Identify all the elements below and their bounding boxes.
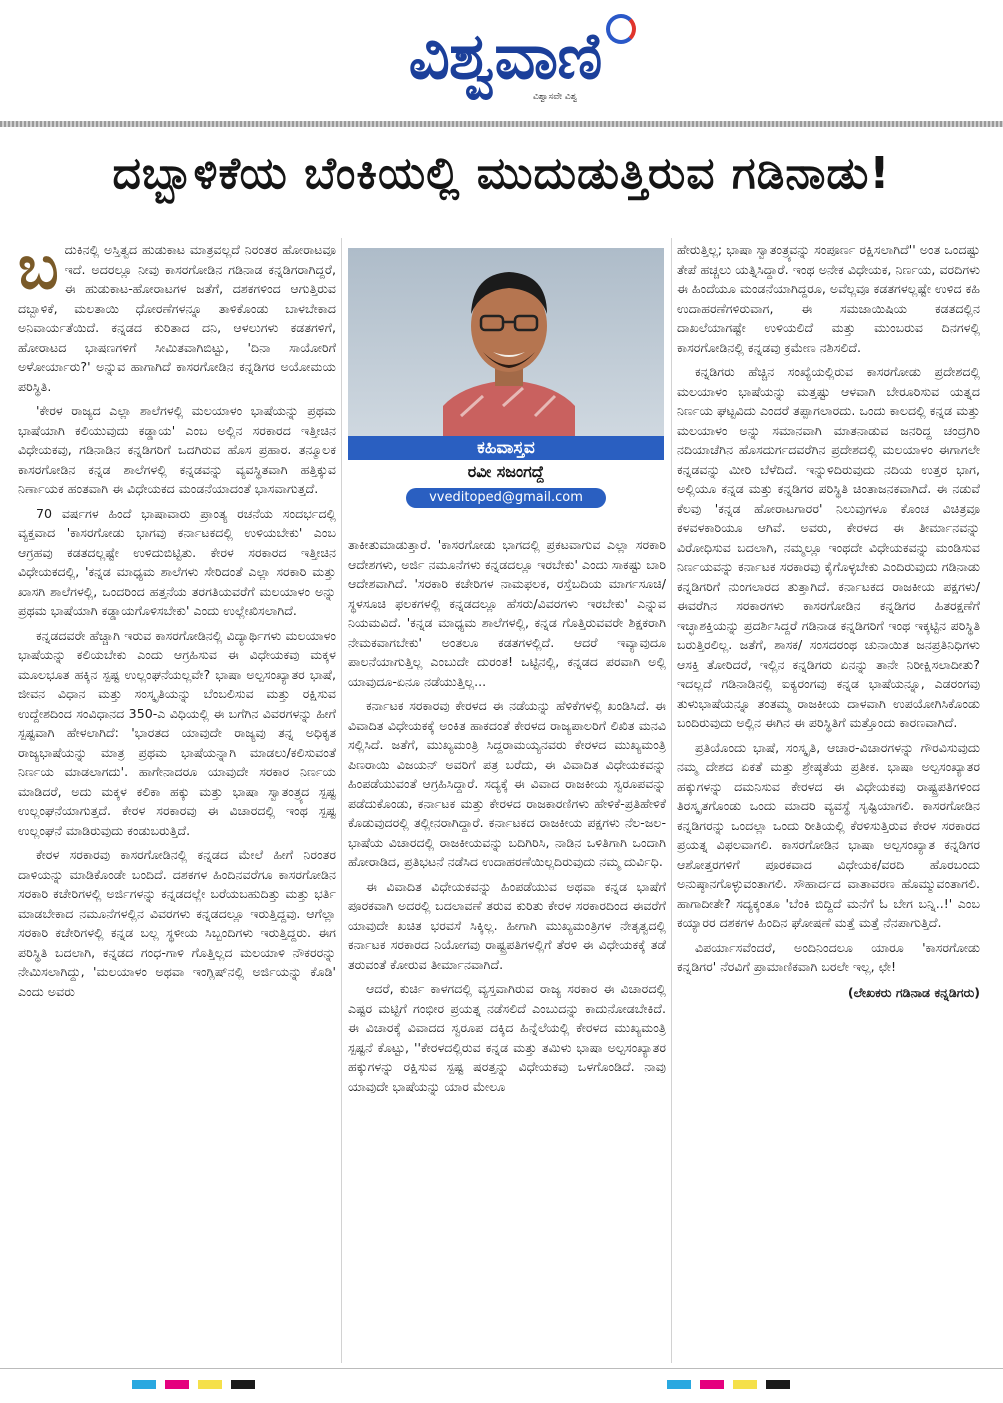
yellow-swatch [733,1380,757,1389]
logo-wordmark: ವಿಶ್ವವಾಣಿ [408,20,602,94]
paragraph: 'ಕೇರಳ ರಾಜ್ಯದ ಎಲ್ಲಾ ಶಾಲೆಗಳಲ್ಲಿ ಮಲಯಾಳಂ ಭಾಷೆಯನ್ನು ಪ್ರಥಮ ಭಾಷೆಯಾಗಿ ಕಲಿಯುವುದು ಕಡ್ಡಾಯ' ಎಂಬ ಅಲ್ಲಿನ ಸರಕಾರದ ಇತ್ತೀಚಿನ ವಿಧೇಯಕವು, ಗಡಿನಾಡಿನ ಕನ್ನಡಿಗರಿಗೆ ಒದಗಿರುವ ಹೊಸ ಪ್ರಹಾರ. ತನ್ಮೂಲಕ ಕಾಸರಗೋಡಿನ ಕನ್ನಡ ಶಾಲೆಗಳಲ್ಲಿ ಕನ್ನಡವನ್ನು ವ್ಯವಸ್ಥಿತವಾಗಿ ಹತ್ತಿಕ್ಕುವ ನಿರ್ಣಾಯಕ ಹಂತವಾಗಿ ಈ ವಿಧೇಯಕದ ಮಂಡನೆಯಾದಂತೆ ಭಾಸವಾಗುತ್ತದೆ. [18,403,336,496]
article-column-1 [18,240,336,1360]
paragraph: ದುಕಿನಲ್ಲಿ ಅಸ್ತಿತ್ವದ ಹುಡುಕಾಟ ಮಾತ್ರವಲ್ಲದೆ ನಿರಂತರ ಹೋರಾಟವೂ ಇದೆ. ಅದರಲ್ಲೂ ನೀವು ಕಾಸರಗೋಡಿನ ಗಡಿನಾಡ ಕನ್ನಡಿಗರಾಗಿದ್ದರೆ, ಈ ಹುಡುಕಾಟ-ಹೋರಾಟಗಳ ಜತೆಗೆ, ದಶಕಗಳಿಂದ ಆಗುತ್ತಿರುವ ದಬ್ಬಾಳಿಕೆ, ಮಲತಾಯಿ ಧೋರಣೆಗಳನ್ನೂ ತಾಳಿಕೊಂಡು ಬಾಳಬೇಕಾದ ಅನಿವಾರ್ಯತೆಯಿದೆ. ಕನ್ನಡದ ಕುರಿತಾದ ದನಿ, ಆಳಲುಗಳು ಕಡತಗಳಿಗೆ, ಹೋರಾಟದ ಭಾಷಣಗಳಿಗೆ ಸೀಮಿತವಾಗಿಬಿಟ್ಟು, 'ದಿನಾ ಸಾಯೋರಿಗೆ ಅಳೋರ್ಯಾರು?' ಅನ್ನುವ ಹಾಗಾಗಿದೆ ಕಾಸರಗೋಡಿನ ಕನ್ನಡಿಗರ ಅಯೋಮಯ ಪರಿಸ್ಥಿತಿ. [18,242,336,394]
black-swatch [766,1380,790,1389]
color-registration-left [132,1380,255,1390]
drop-cap: ಬ [18,240,59,303]
author-signoff: (ಲೇಖಕರು ಗಡಿನಾಡ ಕನ್ನಡಿಗರು) [847,984,980,1000]
article-column-3 [677,240,980,1360]
paragraph: ಕರ್ನಾಟಕ ಸರಕಾರವು ಕೇರಳದ ಈ ನಡೆಯನ್ನು ಹೆಳಿಕೆಗಳಲ್ಲಿ ಖಂಡಿಸಿದೆ. ಈ ವಿವಾದಿತ ವಿಧೇಯಕಕ್ಕೆ ಅಂಕಿತ ಹಾಕದಂತೆ ಕೇರಳದ ರಾಜ್ಯಪಾಲರಿಗೆ ಲಿಖಿತ ಮನವಿ ಸಲ್ಲಿಸಿದೆ. ಜತೆಗೆ, ಮುಖ್ಯಮಂತ್ರಿ ಸಿದ್ದರಾಮಯ್ಯನವರು ಕೇರಳದ ಮುಖ್ಯಮಂತ್ರಿ ಪಿಣರಾಯಿ ವಿಜಯನ್ ಅವರಿಗೆ ಪತ್ರ ಬರೆದು, ಈ ವಿವಾದಿತ ವಿಧೇಯಕವನ್ನು ಹಿಂಪಡೆಯುವಂತೆ ಆಗ್ರಹಿಸಿದ್ದಾರೆ. ಸದ್ಯಕ್ಕೆ ಈ ವಿವಾದ ರಾಜಕೀಯ ಸ್ವರೂಪವನ್ನು ಪಡೆದುಕೊಂಡು, ಕರ್ನಾಟಕ ಮತ್ತು ಕೇರಳದ ರಾಜಕಾರಣಿಗಳು ಹೇಳಿಕೆ-ಪ್ರತಿಹೇಳಿಕೆ ಕೊಡುವುದರಲ್ಲಿ ತಲ್ಲೀನರಾಗಿದ್ದಾರೆ. ಕರ್ನಾಟಕದ ರಾಜಕೀಯ ಪಕ್ಷಗಳು ನೆಲ-ಜಲ-ಭಾಷೆಯ ವಿಚಾರದಲ್ಲಿ ರಾಜಕೀಯವನ್ನು ಬದಿಗಿರಿಸಿ, ನಾಡಿನ ಒಳಿತಿಗಾಗಿ ಒಂದಾಗಿ ಹೋರಾಡಿದ, ಪ್ರತಿಭಟನೆ ನಡೆಸಿದ ಉದಾಹರಣೆಯಿಲ್ಲದಿರುವುದು ನಮ್ಮ ದುರ್ವಿಧಿ. [348,698,666,869]
column-divider [671,238,672,1363]
author-email[interactable]: vveditoped@gmail.com [406,488,606,508]
magenta-swatch [700,1380,724,1389]
cyan-swatch [132,1380,156,1389]
masthead-divider [0,121,1003,127]
paragraph: ಕನ್ನಡಿಗರು ಹೆಚ್ಚಿನ ಸಂಖ್ಯೆಯಲ್ಲಿರುವ ಕಾಸರಗೋಡು ಪ್ರದೇಶದಲ್ಲಿ ಮಲಯಾಳಂ ಭಾಷೆಯನ್ನು ಮತ್ತಷ್ಟು ಆಳವಾಗಿ ಬೇರೂರಿಸುವ ಯತ್ನದ ನಿರ್ಣಯ ಘಟ್ಟವಿದು ಎಂದರೆ ತಪ್ಪಾಗಲಾರದು. ಒಂದು ಕಾಲದಲ್ಲಿ ಕನ್ನಡ ಮತ್ತು ಮಲಯಾಳಂ ಅನ್ನು ಸಮಾನವಾಗಿ ಮಾತನಾಡುವ ಜನರಿದ್ದ ಚಂದ್ರಗಿರಿ ನದಿಯಾಚೆಗಿನ ಹೊಸದುರ್ಗದವರೆಗಿನ ಪ್ರದೇಶದಲ್ಲಿ ಮಲಯಾಳಂ ಈಗಾಗಲೇ ಕನ್ನಡವನ್ನು ಮೀರಿ ಬೆಳೆದಿದೆ. ಇನ್ನುಳಿದಿರುವುದು ನದಿಯ ಉತ್ತರ ಭಾಗ, ಅಲ್ಲಿಯೂ ಕನ್ನಡ ಮತ್ತು ಕನ್ನಡಿಗರ ಪರಿಸ್ಥಿತಿ ಚಿಂತಾಜನಕವಾಗಿದೆ. ಈ ನಡುವೆ ಕೆಲವು 'ಕನ್ನಡ ಹೋರಾಟಗಾರರ' ನಿಲುವುಗಳೂ ಕೊಂಚ ವಿಚಿತ್ರವೂ ಕಳವಳಕಾರಿಯೂ ಆಗಿವೆ. ಅವರು, ಕೇರಳದ ಈ ತೀರ್ಮಾನವನ್ನು ವಿರೋಧಿಸುವ ಬದಲಾಗಿ, ನಮ್ಮಲ್ಲೂ ಇಂಥದೇ ವಿಧೇಯಕವನ್ನು ಮಂಡಿಸುವ ನಿರ್ಣಯವನ್ನು ಕರ್ನಾಟಕ ಸರಕಾರವು ಕೈಗೊಳ್ಳಬೇಕು ಎಂದಿರುವುದು ಗಡಿನಾಡು ಕನ್ನಡಿಗರಿಗೆ ನುಂಗಲಾರದ ತುತ್ತಾಗಿದೆ. ಕರ್ನಾಟಕದ ರಾಜಕೀಯ ಪಕ್ಷಗಳು/ಈವರೆಗಿನ ಸರಕಾರಗಳು ಕಾಸರಗೋಡಿನ ಕನ್ನಡಿಗರ ಹಿತರಕ್ಷಣೆಗೆ ಇಚ್ಛಾಶಕ್ತಿಯನ್ನು ಪ್ರದರ್ಶಿಸಿದ್ದರೆ ಗಡಿನಾಡ ಕನ್ನಡಿಗರಿಗೆ ಇಂಥ ಇಕ್ಕಟ್ಟಿನ ಪರಿಸ್ಥಿತಿ ಬರುತ್ತಿರಲಿಲ್ಲ. ಜತೆಗೆ, ಶಾಸಕ/ ಸಂಸದರಂಥ ಚುನಾಯಿತ ಜನಪ್ರತಿನಿಧಿಗಳು ಆಸಕ್ತಿ ತೋರಿದರೆ, ಇಲ್ಲಿನ ಕನ್ನಡಿಗರು ಏನನ್ನು ತಾನೇ ನಿರೀಕ್ಷಿಸಲಾದೀತು? ಇದಲ್ಲದೆ ಗಡಿನಾಡಿನಲ್ಲಿ ಐಕ್ಯರಂಗವು ಕನ್ನಡ ಭಾಷೆಯನ್ನೂ, ಎಡರಂಗವು ತುಳುಭಾಷೆಯನ್ನೂ ತಂತಮ್ಮ ರಾಜಕೀಯ ದಾಳವಾಗಿ ಉಪಯೋಗಿಸಿಕೊಂಡು ಬಂದಿರುವುದು ಅಲ್ಲಿನ ಈಗಿನ ಈ ಪರಿಸ್ಥಿತಿಗೆ ಮತ್ತೊಂದು ಕಾರಣವಾಗಿದೆ. [677,364,980,730]
color-registration-right [667,1380,790,1390]
logo-tagline: ವಿಶ್ವಾಸವೇ ವಿಶ್ವ [533,92,578,102]
paragraph: ಹೇರುತ್ತಿಲ್ಲ; ಭಾಷಾ ಸ್ವಾತಂತ್ರ್ಯವನ್ನು ಸಂಪೂರ್ಣ ರಕ್ಷಿಸಲಾಗಿದೆ'' ಅಂತ ಒಂದಷ್ಟು ತೇಪೆ ಹಚ್ಚಲು ಯತ್ನಿಸಿದ್ದಾರೆ. ಇಂಥ ಅನೇಕ ವಿಧೇಯಕ, ನಿರ್ಣಯ, ವರದಿಗಳು ಈ ಹಿಂದೆಯೂ ಮಂಡನೆಯಾಗಿದ್ದರೂ, ಅವೆಲ್ಲವೂ ಕಡತಗಳಲ್ಲಷ್ಟೇ ಉಳಿದ ಕಹಿ ಉದಾಹರಣೆಗಳಿರುವಾಗ, ಈ ಸಮಜಾಯಿಷಿಯ ಕಡತದಲ್ಲಿನ ದಾಖಲೆಯಾಗಷ್ಟೇ ಉಳಿಯಲಿದೆ ಮತ್ತು ಮುಂಬರುವ ದಿನಗಳಲ್ಲಿ ಕಾಸರಗೋಡಿನಲ್ಲಿ ಕನ್ನಡವು ಕ್ರಮೇಣ ನಶಿಸಲಿದೆ. [677,242,980,355]
author-photo [348,248,664,436]
article-column-2 [348,535,666,1360]
paragraph: ಕನ್ನಡದವರೇ ಹೆಚ್ಚಾಗಿ ಇರುವ ಕಾಸರಗೋಡಿನಲ್ಲಿ ವಿದ್ಯಾರ್ಥಿಗಳು ಮಲಯಾಳಂ ಭಾಷೆಯನ್ನು ಕಲಿಯಬೇಕು ಎಂದು ಆಗ್ರಹಿಸುವ ಈ ವಿಧೇಯಕವು ಮಕ್ಕಳ ಮೂಲಭೂತ ಹಕ್ಕಿನ ಸ್ಪಷ್ಟ ಉಲ್ಲಂಘನೆಯಲ್ಲವೇ? ಭಾಷಾ ಅಲ್ಪಸಂಖ್ಯಾತರ ಭಾಷೆ, ಜೀವನ ವಿಧಾನ ಮತ್ತು ಸಂಸ್ಕೃತಿಯನ್ನು ಬೆಂಬಲಿಸುವ ಮತ್ತು ರಕ್ಷಿಸುವ ಉದ್ದೇಶದಿಂದ ಸಂವಿಧಾನದ 350-ಎ ವಿಧಿಯಲ್ಲಿ ಈ ಬಗೆಗಿನ ವಿವರಗಳನ್ನು ಹೀಗೆ ಸ್ಪಷ್ಟವಾಗಿ ಹೇಳಲಾಗಿದೆ: 'ಭಾರತದ ಯಾವುದೇ ರಾಜ್ಯವು ತನ್ನ ಅಧಿಕೃತ ರಾಜ್ಯಭಾಷೆಯನ್ನು ಮಾತ್ರ ಪ್ರಥಮ ಭಾಷೆಯನ್ನಾಗಿ ಮಾಡಲು/ಕಲಿಸುವಂತೆ ನಿರ್ಣಯ ಮಾಡಲಾಗದು'. ಹಾಗೇನಾದರೂ ಯಾವುದೇ ಸರಕಾರ ನಿರ್ಣಯ ಮಾಡಿದರೆ, ಅದು ಮಕ್ಕಳ ಕಲಿಕಾ ಹಕ್ಕು ಮತ್ತು ಭಾಷಾ ಸ್ವಾತಂತ್ರ್ಯದ ಸ್ಪಷ್ಟ ಉಲ್ಲಂಘನೆಯಾಗುತ್ತದೆ. ಕೇರಳ ಸರಕಾರವು ಈ ವಿಚಾರದಲ್ಲಿ ಇಂಥ ಸ್ಪಷ್ಟ ಉಲ್ಲಂಘನೆ ಮಾಡಿರುವುದು ಕಂಡುಬರುತ್ತಿದೆ. [18,627,336,838]
newspaper-logo [360,14,650,100]
column-divider [341,238,342,1363]
author-portrait-image [443,256,575,436]
column-title-band: ಕಹಿವಾಸ್ತವ [348,436,664,460]
cyan-swatch [667,1380,691,1389]
paragraph: ವಿಪರ್ಯಾಸವೆಂದರೆ, ಅಂದಿನಿಂದಲೂ ಯಾರೂ 'ಕಾಸರಗೋಡು ಕನ್ನಡಿಗರ' ನೆರವಿಗೆ ಪ್ರಾಮಾಣಿಕವಾಗಿ ಬರಲೇ ಇಲ್ಲ, ಛೇ! [677,939,980,974]
columnist-box [348,248,664,510]
author-name: ರವೀ ಸಜಂಗದ್ದೆ [467,462,545,481]
paragraph: ಕೇರಳ ಸರಕಾರವು ಕಾಸರಗೋಡಿನಲ್ಲಿ ಕನ್ನಡದ ಮೇಲೆ ಹೀಗೆ ನಿರಂತರ ದಾಳಿಯನ್ನು ಮಾಡಿಕೊಂಡೇ ಬಂದಿದೆ. ದಶಕಗಳ ಹಿಂದಿನವರೆಗೂ ಕಾಸರಗೋಡಿನ ಸರಕಾರಿ ಕಚೇರಿಗಳಲ್ಲಿ ಅರ್ಜಿಗಳನ್ನು ಕನ್ನಡದಲ್ಲೇ ಬರೆಯಬಹುದಿತ್ತು ಮತ್ತು ಭರ್ತಿ ಮಾಡಬೇಕಾದ ನಮೂನೆಗಳಲ್ಲಿನ ವಿವರಗಳು ಕನ್ನಡದಲ್ಲೂ ಇರುತ್ತಿದ್ದವು. ಆಗೆಲ್ಲಾ ಸರಕಾರಿ ಕಚೇರಿಗಳಲ್ಲಿ ಕನ್ನಡ ಬಲ್ಲ ಸ್ಥಳೀಯ ಸಿಬ್ಬಂದಿಗಳು ಇರುತ್ತಿದ್ದರು. ಈಗ ಪರಿಸ್ಥಿತಿ ಬದಲಾಗಿ, ಕನ್ನಡದ ಗಂಧ-ಗಾಳಿ ಗೊತ್ತಿಲ್ಲದ ಮಲಯಾಳಿ ನೌಕರರನ್ನು ನೇಮಿಸಲಾಗಿದ್ದು, 'ಮಲಯಾಳಂ ಅಥವಾ ಇಂಗ್ಲಿಷ್‌ನಲ್ಲಿ ಅರ್ಜಿಯನ್ನು ಕೊಡಿ' ಎಂದು ಅವರು [18,847,336,999]
black-swatch [231,1380,255,1389]
footer-divider [0,1368,1003,1369]
logo-ring-icon [606,14,636,44]
paragraph: ಆದರೆ, ಕುರ್ಚಿ ಕಾಳಗದಲ್ಲಿ ವ್ಯಸ್ತವಾಗಿರುವ ರಾಜ್ಯ ಸರಕಾರ ಈ ವಿಚಾರದಲ್ಲಿ ಎಷ್ಟರ ಮಟ್ಟಿಗೆ ಗಂಭೀರ ಪ್ರಯತ್ನ ನಡೆಸಲಿದೆ ಎಂಬುದನ್ನು ಕಾದುನೋಡಬೇಕಿದೆ. ಈ ವಿಚಾರಕ್ಕೆ ವಿವಾದದ ಸ್ವರೂಪ ದಕ್ಕಿದ ಹಿನ್ನೆಲೆಯಲ್ಲಿ ಕೇರಳದ ಮುಖ್ಯಮಂತ್ರಿ ಸ್ಪಷ್ಟನೆ ಕೊಟ್ಟು, ''ಕೇರಳದಲ್ಲಿರುವ ಕನ್ನಡ ಮತ್ತು ತಮಿಳು ಭಾಷಾ ಅಲ್ಪಸಂಖ್ಯಾತರ ಹಕ್ಕುಗಳನ್ನು ರಕ್ಷಿಸುವ ಸ್ಪಷ್ಟ ಷರತ್ತನ್ನು ವಿಧೇಯಕವು ಒಳಗೊಂಡಿದೆ. ನಾವು ಯಾವುದೇ ಭಾಷೆಯನ್ನು ಯಾರ ಮೇಲೂ [348,981,666,1094]
article-headline: ದಬ್ಬಾಳಿಕೆಯ ಬೆಂಕಿಯಲ್ಲಿ ಮುದುಡುತ್ತಿರುವ ಗಡಿನಾಡು! [112,148,891,199]
paragraph: 70 ವರ್ಷಗಳ ಹಿಂದೆ ಭಾಷಾವಾರು ಪ್ರಾಂತ್ಯ ರಚನೆಯ ಸಂದರ್ಭದಲ್ಲಿ ವ್ಯಕ್ತವಾದ 'ಕಾಸರಗೋಡು ಭಾಗವು ಕರ್ನಾಟಕದಲ್ಲಿ ಉಳಿಯಬೇಕು' ಎಂಬ ಆಗ್ರಹವು ಕಡತದಲ್ಲಷ್ಟೇ ಉಳಿದುಬಿಟ್ಟಿತು. ಕೇರಳ ಸರಕಾರದ ಇತ್ತೀಚಿನ ವಿಧೇಯಕದಲ್ಲಿ, 'ಕನ್ನಡ ಮಾಧ್ಯಮ ಶಾಲೆಗಳು ಸೇರಿದಂತೆ ಎಲ್ಲಾ ಸರಕಾರಿ ಮತ್ತು ಖಾಸಗಿ ಶಾಲೆಗಳಲ್ಲಿ, ಒಂದರಿಂದ ಹತ್ತನೆಯ ತರಗತಿಯವರೆಗೆ ಮಲಯಾಳಂ ಅನ್ನು ಪ್ರಥಮ ಭಾಷೆಯಾಗಿ ಕಡ್ಡಾಯಗೊಳಿಸಬೇಕು' ಎಂದು ಉಲ್ಲೇಖಿಸಲಾಗಿದೆ. [18,505,336,618]
masthead [0,0,1003,118]
magenta-swatch [165,1380,189,1389]
paragraph: ಪ್ರತಿಯೊಂದು ಭಾಷೆ, ಸಂಸ್ಕೃತಿ, ಆಚಾರ-ವಿಚಾರಗಳನ್ನು ಗೌರವಿಸುವುದು ನಮ್ಮ ದೇಶದ ಏಕತೆ ಮತ್ತು ಶ್ರೇಷ್ಠತೆಯ ಪ್ರತೀಕ. ಭಾಷಾ ಅಲ್ಪಸಂಖ್ಯಾತರ ಹಕ್ಕುಗಳನ್ನು ದಮನಿಸುವ ಕೇರಳದ ಈ ವಿಧೇಯಕವು ರಾಷ್ಟ್ರಪತಿಗಳಿಂದ ತಿರಸ್ಕೃತಗೊಂಡು ಒಂದು ಮಾದರಿ ವ್ಯವಸ್ಥೆ ಸೃಷ್ಟಿಯಾಗಲಿ. ಕಾಸರಗೋಡಿನ ಕನ್ನಡಿಗರನ್ನು ಒಂದಲ್ಲಾ ಒಂದು ರೀತಿಯಲ್ಲಿ ಕೆರಳಿಸುತ್ತಿರುವ ಕೇರಳ ಸರಕಾರದ ಪ್ರಯತ್ನ ವಿಫಲವಾಗಲಿ. ಕಾಸರಗೋಡಿನ ಭಾಷಾ ಅಲ್ಪಸಂಖ್ಯಾತ ಕನ್ನಡಿಗರ ಆಶೋತ್ತರಗಳಿಗೆ ಪೂರಕವಾದ ವಿಧೇಯಕ/ವರದಿ ಹೊರಬಂದು ಅನುಷ್ಠಾನಗೊಳ್ಳುವಂತಾಗಲಿ. ಸೌಹಾರ್ದದ ವಾತಾವರಣ ಹೊಮ್ಮುವಂತಾಗಲಿ. ಹಾಗಾದೀತೇ? ಸದ್ಯಕ್ಕಂತೂ 'ಬೆಂಕಿ ಬಿದ್ದಿದೆ ಮನೆಗೆ ಓ ಬೇಗ ಬನ್ನಿ..!' ಎಂಬ ಕಯ್ಯಾರರ ದಶಕಗಳ ಹಿಂದಿನ ಘೋಷಣೆ ಮತ್ತೆ ಮತ್ತೆ ನೆನಪಾಗುತ್ತಿದೆ. [677,739,980,930]
paragraph: ಈ ವಿವಾದಿತ ವಿಧೇಯಕವನ್ನು ಹಿಂಪಡೆಯುವ ಅಥವಾ ಕನ್ನಡ ಭಾಷೆಗೆ ಪೂರಕವಾಗಿ ಅದರಲ್ಲಿ ಬದಲಾವಣೆ ತರುವ ಕುರಿತು ಕೇರಳ ಸರಕಾರದಿಂದ ಈವರೆಗೆ ಯಾವುದೇ ಖಚಿತ ಭರವಸೆ ಸಿಕ್ಕಿಲ್ಲ. ಹೀಗಾಗಿ ಮುಖ್ಯಮಂತ್ರಿಗಳ ನೇತೃತ್ವದಲ್ಲಿ ಕರ್ನಾಟಕ ಸರಕಾರದ ನಿಯೋಗವು ರಾಷ್ಟ್ರಪತಿಗಳಲ್ಲಿಗೆ ತೆರಳಿ ಈ ವಿಧೇಯಕಕ್ಕೆ ತಡೆ ತರುವಂತೆ ಕೋರುವ ತೀರ್ಮಾನವಾಗಿದೆ. [348,878,666,972]
yellow-swatch [198,1380,222,1389]
paragraph: ತಾಕೀತುಮಾಡುತ್ತಾರೆ. 'ಕಾಸರಗೋಡು ಭಾಗದಲ್ಲಿ ಪ್ರಕಟವಾಗುವ ಎಲ್ಲಾ ಸರಕಾರಿ ಆದೇಶಗಳು, ಅರ್ಜಿ ನಮೂನೆಗಳು ಕನ್ನಡದಲ್ಲೂ ಇರಬೇಕು' ಎಂದು ಸಾಕಷ್ಟು ಬಾರಿ ಆದೇಶವಾಗಿದೆ. 'ಸರಕಾರಿ ಕಚೇರಿಗಳ ನಾಮಫಲಕ, ರಸ್ತೆಬದಿಯ ಮಾರ್ಗಸೂಚಿ/ಸ್ಥಳಸೂಚಿ ಫಲಕಗಳಲ್ಲಿ ಕನ್ನಡದಲ್ಲೂ ಹೆಸರು/ವಿವರಗಳು ಇರಬೇಕು' ಎನ್ನುವ ನಿಯಮವಿದೆ. 'ಕನ್ನಡ ಮಾಧ್ಯಮ ಶಾಲೆಗಳಲ್ಲಿ, ಕನ್ನಡ ಗೊತ್ತಿರುವವರೇ ಶಿಕ್ಷಕರಾಗಿ ನೇಮಕವಾಗಬೇಕು' ಅಂತಲೂ ಕಡತಗಳಲ್ಲಿದೆ. ಆದರೆ ಇವ್ಯಾವುದೂ ಪಾಲನೆಯಾಗುತ್ತಿಲ್ಲ ಎಂಬುದೇ ದುರಂತ! ಒಟ್ಟಿನಲ್ಲಿ, ಕನ್ನಡದ ಪರವಾಗಿ ಅಲ್ಲಿ ಯಾವುದೂ-ಏನೂ ನಡೆಯುತ್ತಿಲ್ಲ... [348,537,666,689]
